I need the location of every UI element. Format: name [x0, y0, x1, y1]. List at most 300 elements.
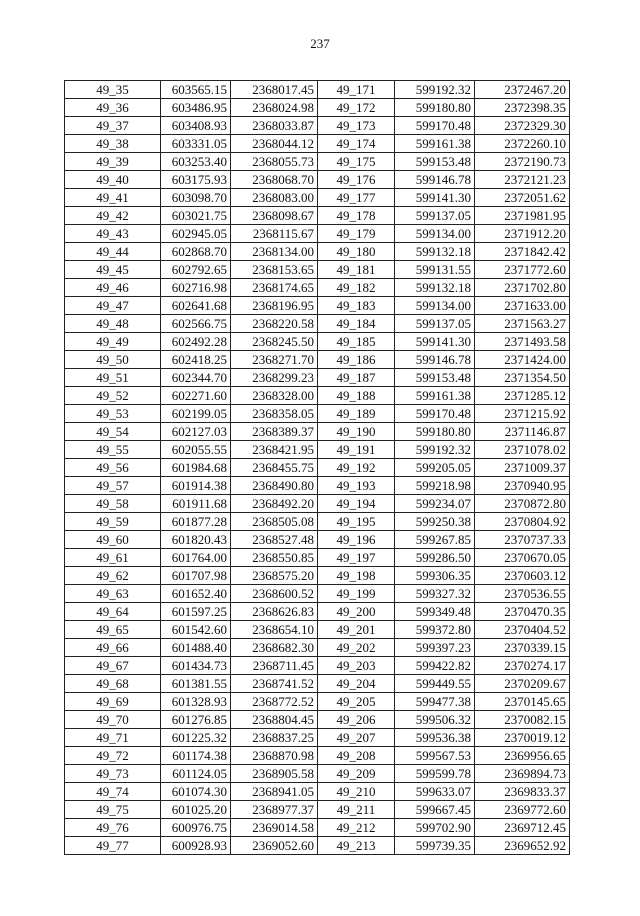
point-id-cell: 49_57 [65, 477, 161, 495]
table-row [65, 657, 570, 675]
point-id-cell: 49_58 [65, 495, 161, 513]
x-coordinate-cell: 600928.93 [161, 837, 231, 855]
y-coordinate-cell: 2369052.60 [231, 837, 318, 855]
x-coordinate-cell: 599161.38 [395, 135, 475, 153]
x-coordinate-cell: 599739.35 [395, 837, 475, 855]
y-coordinate-cell: 2370019.12 [475, 729, 570, 747]
y-coordinate-cell: 2371563.27 [475, 315, 570, 333]
table-row [65, 765, 570, 783]
y-coordinate-cell: 2368153.65 [231, 261, 318, 279]
y-coordinate-cell: 2368134.00 [231, 243, 318, 261]
point-id-cell: 49_63 [65, 585, 161, 603]
table-row [65, 441, 570, 459]
table-row [65, 351, 570, 369]
x-coordinate-cell: 599131.55 [395, 261, 475, 279]
point-id-cell: 49_48 [65, 315, 161, 333]
point-id-cell: 49_46 [65, 279, 161, 297]
y-coordinate-cell: 2368044.12 [231, 135, 318, 153]
point-id-cell: 49_73 [65, 765, 161, 783]
point-id-cell: 49_71 [65, 729, 161, 747]
x-coordinate-cell: 601328.93 [161, 693, 231, 711]
point-id-cell: 49_208 [318, 747, 395, 765]
table-row [65, 585, 570, 603]
y-coordinate-cell: 2369712.45 [475, 819, 570, 837]
x-coordinate-cell: 602716.98 [161, 279, 231, 297]
x-coordinate-cell: 599449.55 [395, 675, 475, 693]
point-id-cell: 49_209 [318, 765, 395, 783]
table-row [65, 369, 570, 387]
x-coordinate-cell: 601597.25 [161, 603, 231, 621]
x-coordinate-cell: 599153.48 [395, 369, 475, 387]
point-id-cell: 49_42 [65, 207, 161, 225]
point-id-cell: 49_201 [318, 621, 395, 639]
x-coordinate-cell: 601911.68 [161, 495, 231, 513]
y-coordinate-cell: 2368068.70 [231, 171, 318, 189]
y-coordinate-cell: 2370082.15 [475, 711, 570, 729]
y-coordinate-cell: 2371981.95 [475, 207, 570, 225]
y-coordinate-cell: 2372398.35 [475, 99, 570, 117]
point-id-cell: 49_197 [318, 549, 395, 567]
point-id-cell: 49_176 [318, 171, 395, 189]
point-id-cell: 49_41 [65, 189, 161, 207]
x-coordinate-cell: 599205.05 [395, 459, 475, 477]
x-coordinate-cell: 601820.43 [161, 531, 231, 549]
y-coordinate-cell: 2371146.87 [475, 423, 570, 441]
y-coordinate-cell: 2369833.37 [475, 783, 570, 801]
y-coordinate-cell: 2371285.12 [475, 387, 570, 405]
x-coordinate-cell: 599134.00 [395, 297, 475, 315]
x-coordinate-cell: 599667.45 [395, 801, 475, 819]
y-coordinate-cell: 2370339.15 [475, 639, 570, 657]
x-coordinate-cell: 601225.32 [161, 729, 231, 747]
x-coordinate-cell: 599234.07 [395, 495, 475, 513]
table-row [65, 801, 570, 819]
point-id-cell: 49_180 [318, 243, 395, 261]
y-coordinate-cell: 2371842.42 [475, 243, 570, 261]
x-coordinate-cell: 603253.40 [161, 153, 231, 171]
point-id-cell: 49_204 [318, 675, 395, 693]
table-row [65, 387, 570, 405]
point-id-cell: 49_205 [318, 693, 395, 711]
y-coordinate-cell: 2368328.00 [231, 387, 318, 405]
x-coordinate-cell: 599146.78 [395, 351, 475, 369]
x-coordinate-cell: 599132.18 [395, 279, 475, 297]
point-id-cell: 49_43 [65, 225, 161, 243]
y-coordinate-cell: 2372260.10 [475, 135, 570, 153]
x-coordinate-cell: 599536.38 [395, 729, 475, 747]
table-row [65, 747, 570, 765]
y-coordinate-cell: 2370209.67 [475, 675, 570, 693]
y-coordinate-cell: 2368600.52 [231, 585, 318, 603]
x-coordinate-cell: 603331.05 [161, 135, 231, 153]
x-coordinate-cell: 601434.73 [161, 657, 231, 675]
y-coordinate-cell: 2368055.73 [231, 153, 318, 171]
point-id-cell: 49_75 [65, 801, 161, 819]
x-coordinate-cell: 601174.38 [161, 747, 231, 765]
point-id-cell: 49_183 [318, 297, 395, 315]
y-coordinate-cell: 2368299.23 [231, 369, 318, 387]
y-coordinate-cell: 2370603.12 [475, 567, 570, 585]
point-id-cell: 49_198 [318, 567, 395, 585]
x-coordinate-cell: 599132.18 [395, 243, 475, 261]
point-id-cell: 49_49 [65, 333, 161, 351]
x-coordinate-cell: 601124.05 [161, 765, 231, 783]
point-id-cell: 49_195 [318, 513, 395, 531]
x-coordinate-cell: 599267.85 [395, 531, 475, 549]
x-coordinate-cell: 599192.32 [395, 81, 475, 99]
x-coordinate-cell: 599477.38 [395, 693, 475, 711]
table-row [65, 189, 570, 207]
y-coordinate-cell: 2368550.85 [231, 549, 318, 567]
x-coordinate-cell: 599170.48 [395, 117, 475, 135]
point-id-cell: 49_59 [65, 513, 161, 531]
x-coordinate-cell: 599137.05 [395, 315, 475, 333]
x-coordinate-cell: 599599.78 [395, 765, 475, 783]
y-coordinate-cell: 2368389.37 [231, 423, 318, 441]
x-coordinate-cell: 599702.90 [395, 819, 475, 837]
y-coordinate-cell: 2368033.87 [231, 117, 318, 135]
x-coordinate-cell: 602945.05 [161, 225, 231, 243]
y-coordinate-cell: 2370274.17 [475, 657, 570, 675]
point-id-cell: 49_187 [318, 369, 395, 387]
point-id-cell: 49_184 [318, 315, 395, 333]
x-coordinate-cell: 603021.75 [161, 207, 231, 225]
point-id-cell: 49_207 [318, 729, 395, 747]
y-coordinate-cell: 2368905.58 [231, 765, 318, 783]
x-coordinate-cell: 599506.32 [395, 711, 475, 729]
point-id-cell: 49_38 [65, 135, 161, 153]
x-coordinate-cell: 599141.30 [395, 189, 475, 207]
y-coordinate-cell: 2371633.00 [475, 297, 570, 315]
y-coordinate-cell: 2368083.00 [231, 189, 318, 207]
x-coordinate-cell: 600976.75 [161, 819, 231, 837]
x-coordinate-cell: 599633.07 [395, 783, 475, 801]
table-row [65, 477, 570, 495]
point-id-cell: 49_47 [65, 297, 161, 315]
x-coordinate-cell: 602492.28 [161, 333, 231, 351]
point-id-cell: 49_192 [318, 459, 395, 477]
point-id-cell: 49_172 [318, 99, 395, 117]
y-coordinate-cell: 2368492.20 [231, 495, 318, 513]
point-id-cell: 49_206 [318, 711, 395, 729]
table-row [65, 495, 570, 513]
y-coordinate-cell: 2368115.67 [231, 225, 318, 243]
point-id-cell: 49_177 [318, 189, 395, 207]
table-row [65, 621, 570, 639]
point-id-cell: 49_72 [65, 747, 161, 765]
x-coordinate-cell: 601025.20 [161, 801, 231, 819]
y-coordinate-cell: 2371772.60 [475, 261, 570, 279]
y-coordinate-cell: 2372121.23 [475, 171, 570, 189]
table-row [65, 135, 570, 153]
y-coordinate-cell: 2368977.37 [231, 801, 318, 819]
x-coordinate-cell: 599349.48 [395, 603, 475, 621]
point-id-cell: 49_77 [65, 837, 161, 855]
point-id-cell: 49_53 [65, 405, 161, 423]
point-id-cell: 49_55 [65, 441, 161, 459]
point-id-cell: 49_174 [318, 135, 395, 153]
point-id-cell: 49_39 [65, 153, 161, 171]
table-row [65, 711, 570, 729]
y-coordinate-cell: 2369956.65 [475, 747, 570, 765]
table-row [65, 315, 570, 333]
y-coordinate-cell: 2368174.65 [231, 279, 318, 297]
point-id-cell: 49_60 [65, 531, 161, 549]
table-row [65, 567, 570, 585]
x-coordinate-cell: 603175.93 [161, 171, 231, 189]
y-coordinate-cell: 2368682.30 [231, 639, 318, 657]
x-coordinate-cell: 602055.55 [161, 441, 231, 459]
x-coordinate-cell: 601984.68 [161, 459, 231, 477]
y-coordinate-cell: 2370737.33 [475, 531, 570, 549]
y-coordinate-cell: 2371215.92 [475, 405, 570, 423]
y-coordinate-cell: 2372329.30 [475, 117, 570, 135]
x-coordinate-cell: 602344.70 [161, 369, 231, 387]
y-coordinate-cell: 2368804.45 [231, 711, 318, 729]
y-coordinate-cell: 2368711.45 [231, 657, 318, 675]
y-coordinate-cell: 2372190.73 [475, 153, 570, 171]
point-id-cell: 49_211 [318, 801, 395, 819]
point-id-cell: 49_203 [318, 657, 395, 675]
y-coordinate-cell: 2368245.50 [231, 333, 318, 351]
y-coordinate-cell: 2368098.67 [231, 207, 318, 225]
x-coordinate-cell: 599170.48 [395, 405, 475, 423]
table-row [65, 513, 570, 531]
y-coordinate-cell: 2368527.48 [231, 531, 318, 549]
y-coordinate-cell: 2369014.58 [231, 819, 318, 837]
point-id-cell: 49_67 [65, 657, 161, 675]
point-id-cell: 49_65 [65, 621, 161, 639]
x-coordinate-cell: 599192.32 [395, 441, 475, 459]
y-coordinate-cell: 2368626.83 [231, 603, 318, 621]
y-coordinate-cell: 2370404.52 [475, 621, 570, 639]
point-id-cell: 49_66 [65, 639, 161, 657]
coordinates-table [64, 80, 570, 855]
point-id-cell: 49_189 [318, 405, 395, 423]
point-id-cell: 49_70 [65, 711, 161, 729]
y-coordinate-cell: 2369652.92 [475, 837, 570, 855]
y-coordinate-cell: 2368654.10 [231, 621, 318, 639]
y-coordinate-cell: 2368772.52 [231, 693, 318, 711]
point-id-cell: 49_193 [318, 477, 395, 495]
table-row [65, 819, 570, 837]
point-id-cell: 49_76 [65, 819, 161, 837]
y-coordinate-cell: 2368271.70 [231, 351, 318, 369]
x-coordinate-cell: 602271.60 [161, 387, 231, 405]
table-row [65, 639, 570, 657]
point-id-cell: 49_74 [65, 783, 161, 801]
point-id-cell: 49_69 [65, 693, 161, 711]
x-coordinate-cell: 599306.35 [395, 567, 475, 585]
table-row [65, 549, 570, 567]
point-id-cell: 49_173 [318, 117, 395, 135]
point-id-cell: 49_44 [65, 243, 161, 261]
point-id-cell: 49_213 [318, 837, 395, 855]
y-coordinate-cell: 2370670.05 [475, 549, 570, 567]
table-row [65, 837, 570, 855]
x-coordinate-cell: 602868.70 [161, 243, 231, 261]
table-row [65, 207, 570, 225]
x-coordinate-cell: 599327.32 [395, 585, 475, 603]
y-coordinate-cell: 2371009.37 [475, 459, 570, 477]
y-coordinate-cell: 2371078.02 [475, 441, 570, 459]
x-coordinate-cell: 602566.75 [161, 315, 231, 333]
x-coordinate-cell: 599146.78 [395, 171, 475, 189]
y-coordinate-cell: 2369894.73 [475, 765, 570, 783]
y-coordinate-cell: 2371702.80 [475, 279, 570, 297]
point-id-cell: 49_194 [318, 495, 395, 513]
x-coordinate-cell: 599286.50 [395, 549, 475, 567]
y-coordinate-cell: 2370872.80 [475, 495, 570, 513]
x-coordinate-cell: 601652.40 [161, 585, 231, 603]
x-coordinate-cell: 603486.95 [161, 99, 231, 117]
y-coordinate-cell: 2368505.08 [231, 513, 318, 531]
x-coordinate-cell: 599180.80 [395, 423, 475, 441]
y-coordinate-cell: 2370940.95 [475, 477, 570, 495]
x-coordinate-cell: 599180.80 [395, 99, 475, 117]
point-id-cell: 49_54 [65, 423, 161, 441]
x-coordinate-cell: 601707.98 [161, 567, 231, 585]
table-row [65, 603, 570, 621]
y-coordinate-cell: 2368220.58 [231, 315, 318, 333]
y-coordinate-cell: 2370470.35 [475, 603, 570, 621]
point-id-cell: 49_200 [318, 603, 395, 621]
y-coordinate-cell: 2368837.25 [231, 729, 318, 747]
table-row [65, 675, 570, 693]
coordinates-table-body [65, 81, 570, 855]
y-coordinate-cell: 2368870.98 [231, 747, 318, 765]
point-id-cell: 49_190 [318, 423, 395, 441]
y-coordinate-cell: 2370804.92 [475, 513, 570, 531]
y-coordinate-cell: 2370145.65 [475, 693, 570, 711]
point-id-cell: 49_45 [65, 261, 161, 279]
x-coordinate-cell: 601542.60 [161, 621, 231, 639]
table-row [65, 99, 570, 117]
point-id-cell: 49_186 [318, 351, 395, 369]
x-coordinate-cell: 599397.23 [395, 639, 475, 657]
y-coordinate-cell: 2372051.62 [475, 189, 570, 207]
y-coordinate-cell: 2368455.75 [231, 459, 318, 477]
table-row [65, 405, 570, 423]
table-row [65, 333, 570, 351]
point-id-cell: 49_191 [318, 441, 395, 459]
table-row [65, 117, 570, 135]
table-row [65, 243, 570, 261]
x-coordinate-cell: 599567.53 [395, 747, 475, 765]
point-id-cell: 49_35 [65, 81, 161, 99]
table-row [65, 261, 570, 279]
table-row [65, 459, 570, 477]
x-coordinate-cell: 599218.98 [395, 477, 475, 495]
x-coordinate-cell: 601381.55 [161, 675, 231, 693]
y-coordinate-cell: 2368196.95 [231, 297, 318, 315]
x-coordinate-cell: 599372.80 [395, 621, 475, 639]
point-id-cell: 49_37 [65, 117, 161, 135]
point-id-cell: 49_61 [65, 549, 161, 567]
page-number: 237 [310, 36, 330, 51]
y-coordinate-cell: 2368575.20 [231, 567, 318, 585]
x-coordinate-cell: 602641.68 [161, 297, 231, 315]
y-coordinate-cell: 2368024.98 [231, 99, 318, 117]
y-coordinate-cell: 2371912.20 [475, 225, 570, 243]
y-coordinate-cell: 2369772.60 [475, 801, 570, 819]
y-coordinate-cell: 2368017.45 [231, 81, 318, 99]
point-id-cell: 49_68 [65, 675, 161, 693]
x-coordinate-cell: 602792.65 [161, 261, 231, 279]
x-coordinate-cell: 599137.05 [395, 207, 475, 225]
point-id-cell: 49_178 [318, 207, 395, 225]
point-id-cell: 49_210 [318, 783, 395, 801]
table-row [65, 171, 570, 189]
y-coordinate-cell: 2368490.80 [231, 477, 318, 495]
table-row [65, 531, 570, 549]
table-row [65, 423, 570, 441]
y-coordinate-cell: 2368358.05 [231, 405, 318, 423]
point-id-cell: 49_179 [318, 225, 395, 243]
point-id-cell: 49_185 [318, 333, 395, 351]
table-row [65, 297, 570, 315]
point-id-cell: 49_50 [65, 351, 161, 369]
x-coordinate-cell: 601276.85 [161, 711, 231, 729]
point-id-cell: 49_62 [65, 567, 161, 585]
point-id-cell: 49_202 [318, 639, 395, 657]
x-coordinate-cell: 602199.05 [161, 405, 231, 423]
y-coordinate-cell: 2370536.55 [475, 585, 570, 603]
x-coordinate-cell: 603565.15 [161, 81, 231, 99]
x-coordinate-cell: 603098.70 [161, 189, 231, 207]
x-coordinate-cell: 599422.82 [395, 657, 475, 675]
x-coordinate-cell: 602418.25 [161, 351, 231, 369]
point-id-cell: 49_175 [318, 153, 395, 171]
x-coordinate-cell: 603408.93 [161, 117, 231, 135]
point-id-cell: 49_56 [65, 459, 161, 477]
point-id-cell: 49_188 [318, 387, 395, 405]
table-row [65, 279, 570, 297]
point-id-cell: 49_40 [65, 171, 161, 189]
table-row [65, 153, 570, 171]
y-coordinate-cell: 2368741.52 [231, 675, 318, 693]
y-coordinate-cell: 2371354.50 [475, 369, 570, 387]
y-coordinate-cell: 2371493.58 [475, 333, 570, 351]
point-id-cell: 49_36 [65, 99, 161, 117]
x-coordinate-cell: 599161.38 [395, 387, 475, 405]
point-id-cell: 49_51 [65, 369, 161, 387]
point-id-cell: 49_199 [318, 585, 395, 603]
y-coordinate-cell: 2368941.05 [231, 783, 318, 801]
point-id-cell: 49_196 [318, 531, 395, 549]
point-id-cell: 49_52 [65, 387, 161, 405]
point-id-cell: 49_212 [318, 819, 395, 837]
x-coordinate-cell: 601914.38 [161, 477, 231, 495]
x-coordinate-cell: 601488.40 [161, 639, 231, 657]
y-coordinate-cell: 2368421.95 [231, 441, 318, 459]
x-coordinate-cell: 601074.30 [161, 783, 231, 801]
point-id-cell: 49_182 [318, 279, 395, 297]
point-id-cell: 49_171 [318, 81, 395, 99]
table-row [65, 783, 570, 801]
table-row [65, 729, 570, 747]
table-row [65, 81, 570, 99]
x-coordinate-cell: 599134.00 [395, 225, 475, 243]
table-row [65, 693, 570, 711]
point-id-cell: 49_64 [65, 603, 161, 621]
x-coordinate-cell: 601877.28 [161, 513, 231, 531]
x-coordinate-cell: 599153.48 [395, 153, 475, 171]
x-coordinate-cell: 602127.03 [161, 423, 231, 441]
table-row [65, 225, 570, 243]
y-coordinate-cell: 2372467.20 [475, 81, 570, 99]
y-coordinate-cell: 2371424.00 [475, 351, 570, 369]
